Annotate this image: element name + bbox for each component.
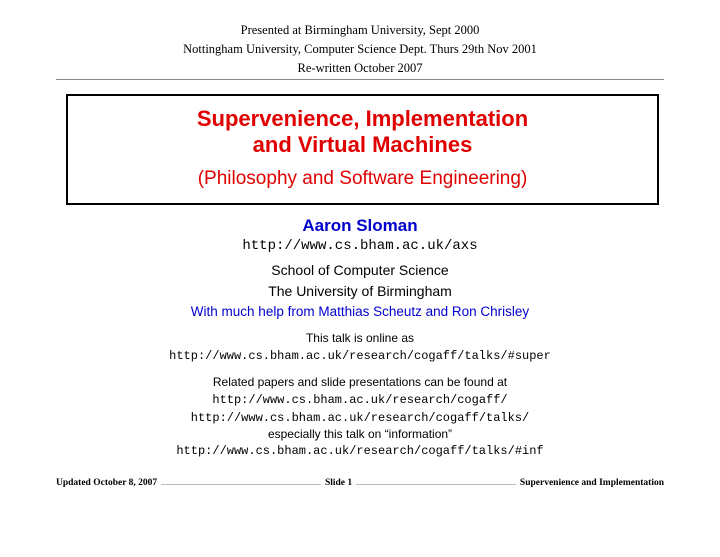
info-url-link[interactable]: http://www.cs.bham.ac.uk/research/cogaff/talks/#inf bbox=[176, 444, 544, 458]
online-url-link[interactable]: http://www.cs.bham.ac.uk/research/cogaff/talks/#super bbox=[169, 349, 551, 363]
title-line-1: Supervenience, Implementation bbox=[196, 106, 529, 131]
header-line-1: Presented at Birmingham University, Sept 2000 bbox=[240, 23, 480, 37]
footer-rule-left bbox=[161, 484, 321, 485]
header-line-2: Nottingham University, Computer Science Dept. Thurs 29th Nov 2001 bbox=[183, 42, 537, 56]
footer-updated: Updated October 8, 2007 bbox=[56, 478, 158, 488]
footer-topic: Supervenience and Implementation bbox=[519, 478, 664, 488]
footer-slide-number: Slide 1 bbox=[324, 478, 353, 488]
subtitle: (Philosophy and Software Engineering) bbox=[197, 168, 528, 189]
title-box bbox=[66, 94, 659, 205]
university-name: The University of Birmingham bbox=[268, 283, 452, 299]
school-name: School of Computer Science bbox=[271, 262, 449, 278]
related-url-link-1[interactable]: http://www.cs.bham.ac.uk/research/cogaff/ bbox=[212, 393, 508, 407]
footer-rule-right bbox=[356, 484, 516, 485]
author-url-link[interactable]: http://www.cs.bham.ac.uk/axs bbox=[242, 238, 478, 254]
online-label: This talk is online as bbox=[305, 331, 415, 345]
especially-label: especially this talk on “information” bbox=[267, 427, 453, 441]
related-url-link-2[interactable]: http://www.cs.bham.ac.uk/research/cogaff/talks/ bbox=[190, 411, 530, 425]
footer bbox=[56, 475, 664, 491]
header-line-3: Re-written October 2007 bbox=[297, 61, 423, 75]
header-divider bbox=[56, 79, 664, 80]
acknowledgement: With much help from Matthias Scheutz and Ron Chrisley bbox=[190, 304, 530, 319]
title-line-2: and Virtual Machines bbox=[252, 132, 473, 157]
related-label: Related papers and slide presentations can be found at bbox=[212, 375, 508, 389]
author-name: Aaron Sloman bbox=[302, 216, 418, 235]
